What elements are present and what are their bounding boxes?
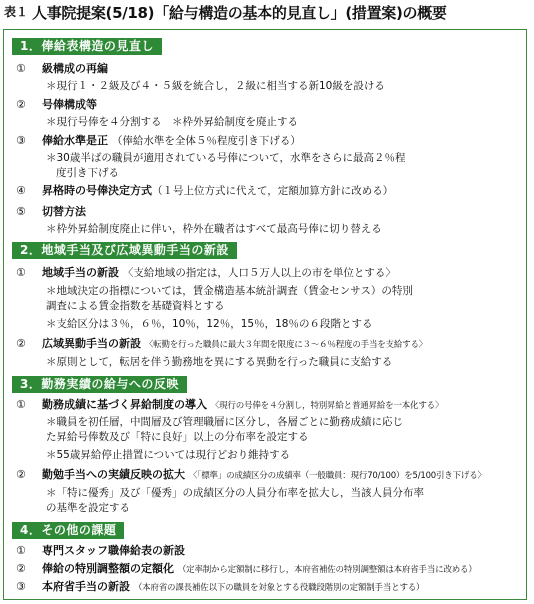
item-heading-text: 勤務成績に基づく昇給制度の導入	[42, 398, 207, 411]
item-detail: ＊枠外昇給制度廃止に伴い，枠外在職者はすべて最高号俸に切り替える	[46, 223, 382, 235]
item-heading	[42, 98, 97, 112]
item-heading	[42, 266, 396, 280]
section-heading-2: 2．地域手当及び広域異動手当の新設	[12, 242, 237, 259]
item-heading-text: 号俸構成等	[42, 98, 97, 111]
item-heading	[42, 398, 443, 413]
item-note: （俸給水準を全体５％程度引き下げる）	[111, 135, 301, 147]
item-number: ①	[16, 544, 26, 557]
item-heading	[42, 544, 185, 558]
summary-frame	[3, 29, 527, 600]
section-heading-1: 1．俸給表構造の見直し	[12, 38, 162, 55]
item-heading	[42, 562, 477, 577]
item-heading-text: 本府省手当の新設	[42, 580, 130, 593]
item-number: ②	[16, 562, 26, 575]
item-detail: ＊地域決定の指標については，賃金構造基本統計調査（賃金センサス）の特別	[46, 285, 413, 297]
item-number: ④	[16, 184, 26, 197]
item-detail: ＊原則として，転居を伴う勤務地を異にする異動を行った職員に支給する	[46, 356, 393, 368]
item-heading	[42, 337, 427, 352]
item-detail: ＊職員を初任層，中間層及び管理職層に区分し，各層ごとに勤務成績に応じ	[46, 416, 403, 428]
item-detail-continued: た昇給号俸数及び「特に良好」以上の分布率を設定する	[46, 431, 309, 443]
item-heading	[42, 184, 393, 198]
item-heading	[42, 134, 301, 148]
section-heading-4: 4．その他の課題	[12, 522, 124, 539]
item-heading	[42, 468, 486, 483]
item-heading-text: 地域手当の新設	[42, 266, 119, 279]
section-heading-3: 3．勤務実績の給与への反映	[12, 376, 187, 393]
item-number: ①	[16, 266, 26, 279]
item-detail-continued: 度引き下げる	[56, 167, 119, 179]
item-heading-text: 切替方法	[42, 205, 86, 218]
item-heading-text: 勤勉手当への実績反映の拡大	[42, 468, 185, 481]
item-heading-text: 俸給水準是正	[42, 134, 108, 147]
item-number: ②	[16, 337, 26, 350]
item-note: 〈転勤を行った職員に最大３年間を限度に３～６％程度の手当を支給する〉	[144, 340, 428, 350]
title-text: 人事院提案(5/18)「給与構造の基本的見直し」(措置案)の概要	[32, 4, 447, 22]
item-number: ②	[16, 98, 26, 111]
item-number: ②	[16, 468, 26, 481]
document-title	[4, 2, 530, 24]
item-note: 〈支給地域の指定は，人口５万人以上の市を単位とする〉	[122, 267, 396, 279]
item-heading	[42, 205, 86, 219]
item-detail: ＊支給区分は３％，６％，10％，12％，15％，18％の６段階とする	[46, 318, 373, 330]
item-heading	[42, 580, 424, 595]
item-detail-continued: の基準を設定する	[46, 502, 130, 514]
item-note: （定率制から定額制に移行し，本府省補佐の特別調整額は本府省手当に改める）	[177, 565, 477, 575]
item-detail: ＊現行１・２級及び４・５級を統合し，２級に相当する新10級を設ける	[46, 80, 385, 92]
item-number: ⑤	[16, 205, 26, 218]
item-heading-text: 俸給の特別調整額の定額化	[42, 562, 174, 575]
item-note: （本府省の課長補佐以下の職員を対象とする役職段階別の定額制手当とする）	[133, 583, 425, 593]
item-detail: ＊55歳昇給停止措置については現行どおり維持する	[46, 449, 291, 461]
item-number: ①	[16, 398, 26, 411]
item-number: ③	[16, 580, 26, 593]
item-heading-text: 広域異動手当の新設	[42, 337, 141, 350]
table-number: 表１	[4, 5, 29, 19]
item-detail-continued: 調査による賃金指数を基礎資料とする	[46, 300, 225, 312]
item-heading-text: 級構成の再編	[42, 62, 108, 75]
item-heading	[42, 62, 108, 76]
item-heading-text: 専門スタッフ職俸給表の新設	[42, 544, 185, 557]
item-detail: ＊「特に優秀」及び「優秀」の成績区分の人員分布率を拡大し，当該人員分布率	[46, 487, 424, 499]
item-detail: ＊30歳半ばの職員が適用されている号俸について，水準をさらに最高２％程	[46, 152, 406, 164]
item-number: ③	[16, 134, 26, 147]
item-note: （１号上位方式に代えて，定額加算方針に改める）	[152, 185, 394, 197]
item-note: 〈「標準」の成績区分の成績率（一般職員：現行70/100）を5/100引き下げる〉	[188, 471, 486, 481]
item-heading-text: 昇格時の号俸決定方式	[42, 184, 152, 197]
item-note: 〈現行の号俸を４分割し，特別昇給と普通昇給を一本化する〉	[210, 401, 444, 411]
item-detail: ＊現行号俸を４分割する ＊枠外昇給制度を廃止する	[46, 116, 298, 128]
item-number: ①	[16, 62, 26, 75]
